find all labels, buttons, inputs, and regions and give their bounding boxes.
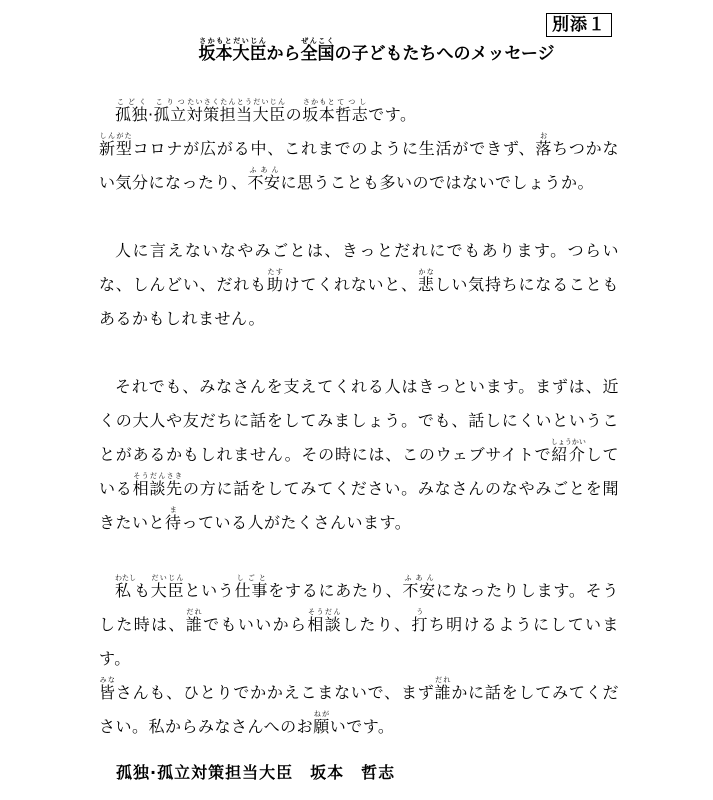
paragraph-worries: 人に言えないなやみごとは、きっとだれにでもあります。つらいな、しんどい、だれも助たすけてくれないと、悲かなしい気持ちになることもあるかもしれません。: [99, 241, 619, 328]
paragraph-minister: 私わたしも大臣だいじんという仕事しごとをするにあたり、不安ふあんになったりします。そうした時は、誰だれでもいいから相談そうだんしたり、打うち明けるようにしています。 皆みなさんも、ひとりでかかえこまないで、まず誰だれかに話をしてみてください。私からみなさんへのお願ねがいです。: [99, 574, 619, 736]
paragraph-support: それでも、みなさんを支えてくれる人はきっといます。まずは、近くの大人や友だちに話をしてみましょう。でも、話しにくいということがあるかもしれません。その時には、このウェブサイトで紹介しょうかいしている相談先そうだんさきの方に話をしてみてください。みなさんのなやみごとを聞きたいと待まっている人がたくさんいます。: [99, 377, 619, 532]
message-title: 坂本さかもと大臣だいじんから全国ぜんこくの子どもたちへのメッセージ: [198, 37, 555, 64]
signature: 孤独·孤立対策担当大臣 坂本 哲志: [116, 763, 396, 782]
attachment-tag: 別添１: [546, 13, 612, 37]
message-body: [99, 98, 619, 744]
paragraph-intro: 孤独こどく·孤立こりつ対策たいさく担当たんとう大臣だいじんの坂本さかもと哲志てつしです。 新型しんがたコロナが広がる中、これまでのように生活ができず、落おちつかない気分になったり、不安ふあんに思うことも多いのではないでしょうか。: [99, 98, 619, 192]
